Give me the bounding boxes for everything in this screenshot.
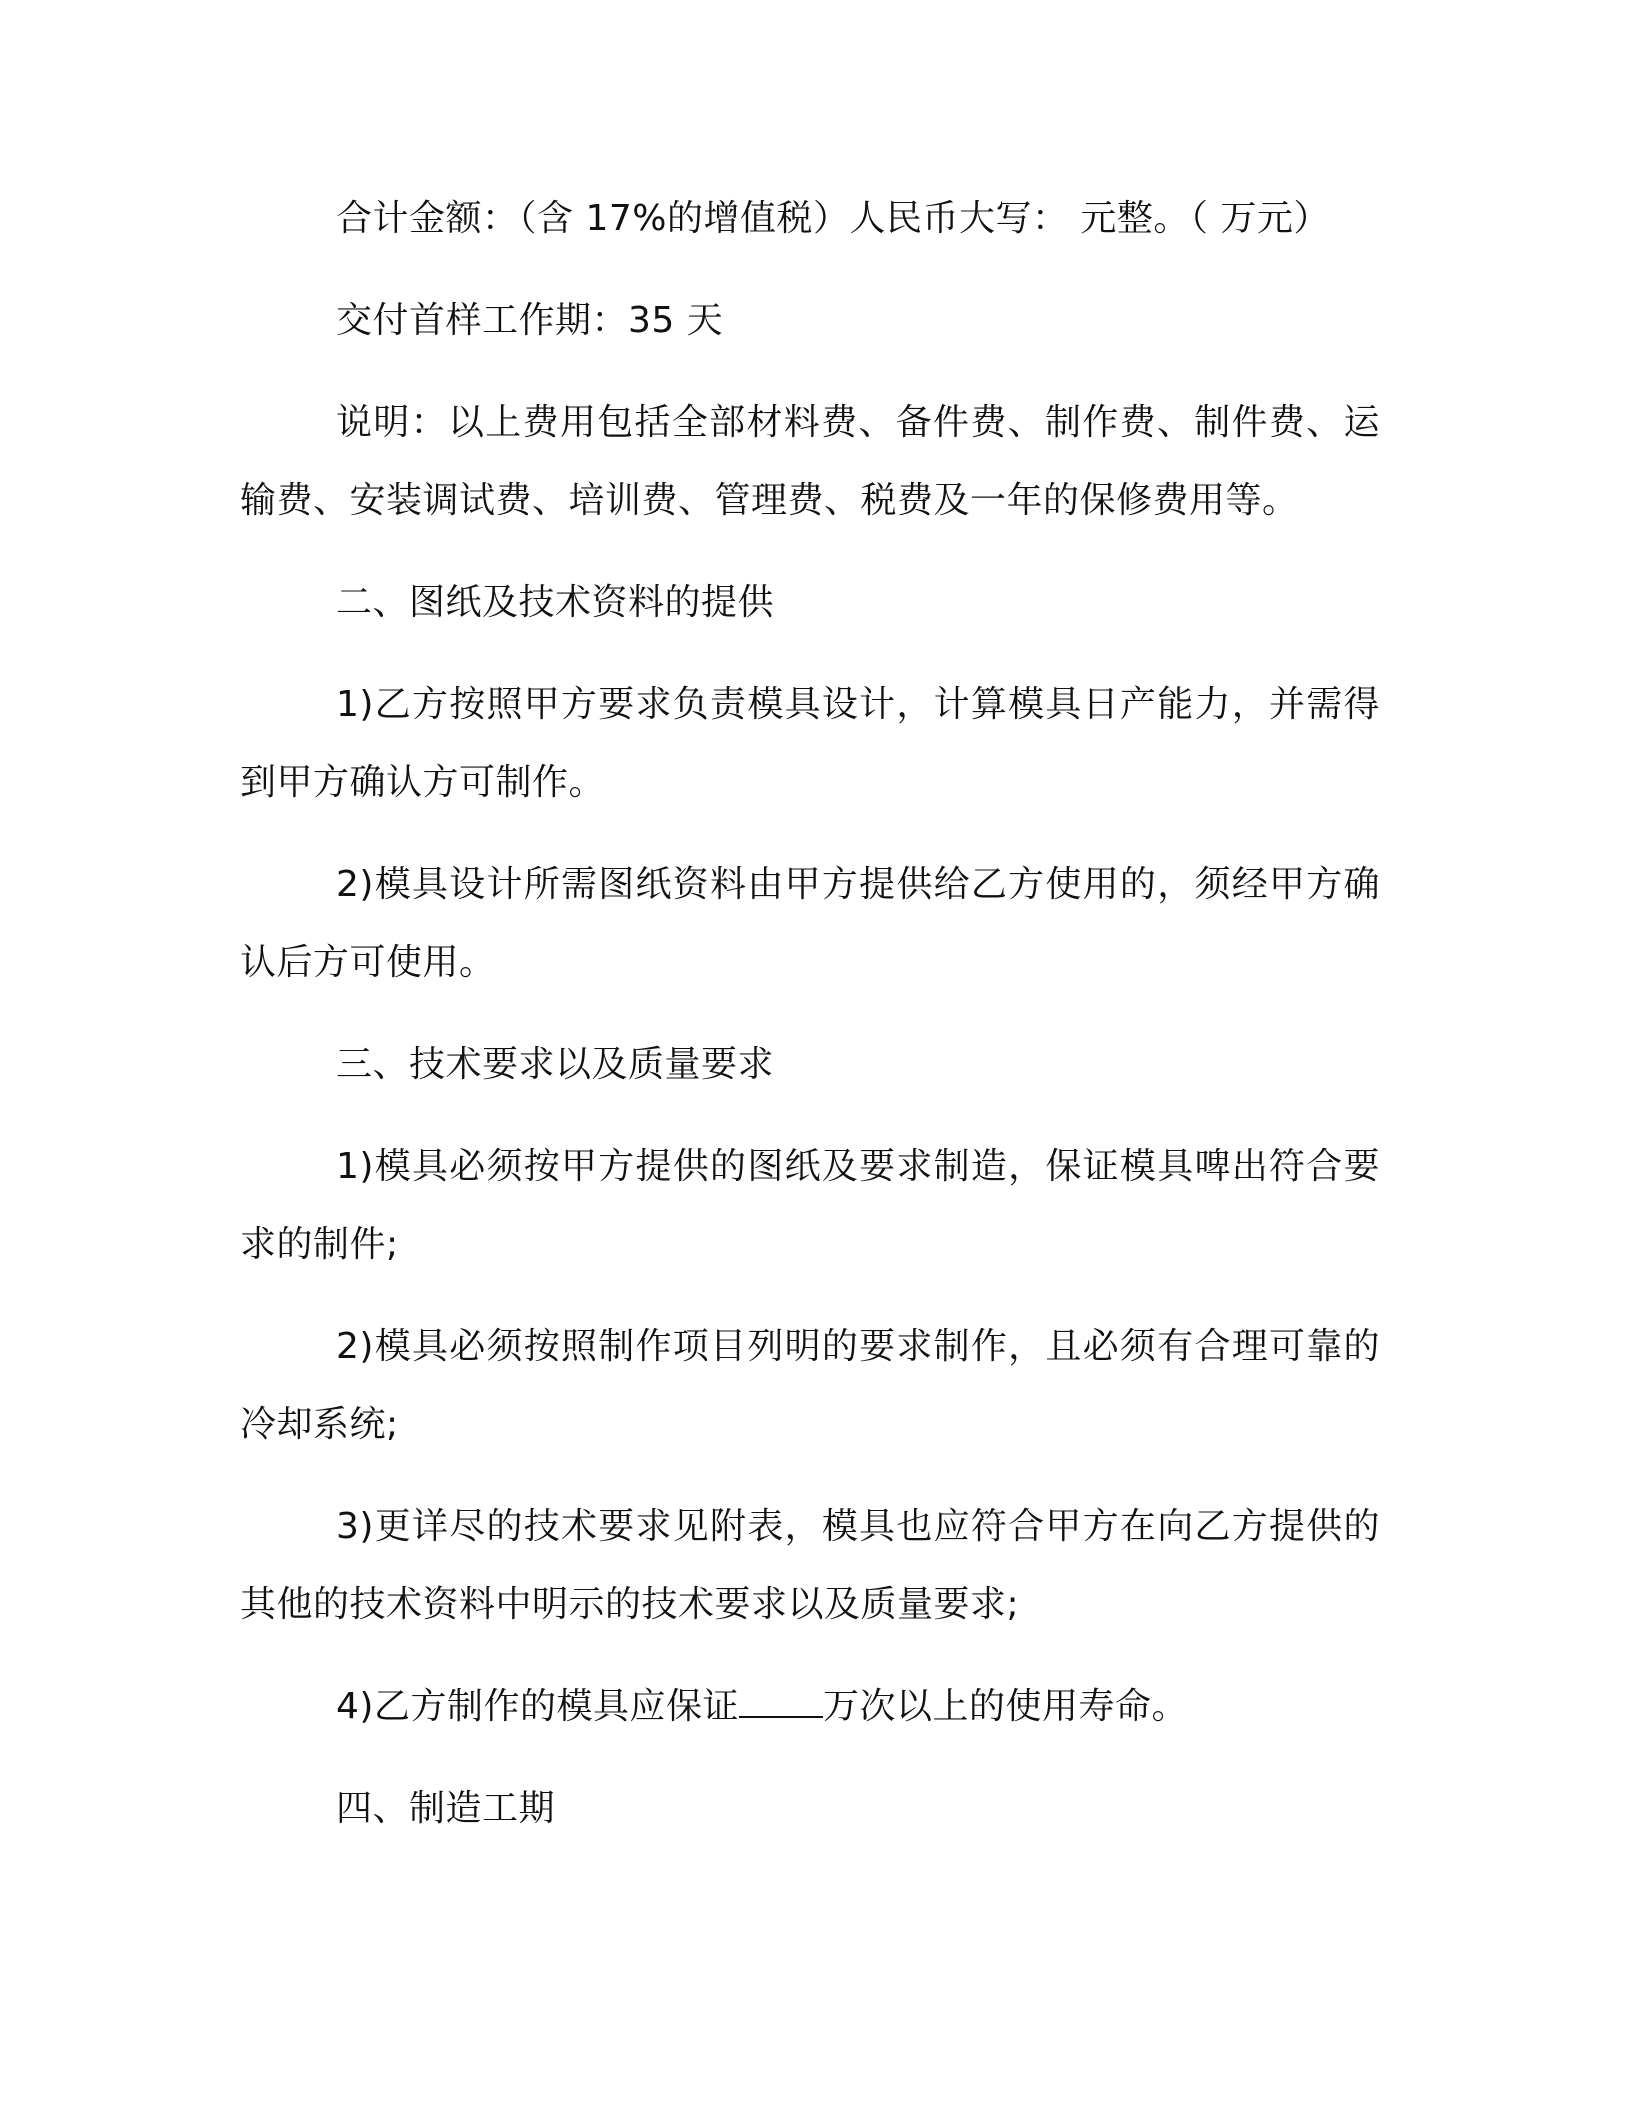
section-heading-schedule: 四、制造工期 — [336, 1788, 556, 1829]
section-heading-quality: 三、技术要求以及质量要求 — [336, 1044, 775, 1085]
fill-in-blank — [739, 1686, 823, 1718]
clause-3-2: 2)模具必须按照制作项目列明的要求制作，且必须有合理可靠的冷却系统; — [240, 1326, 1380, 1445]
clause-2-1: 1)乙方按照甲方要求负责模具设计，计算模具日产能力，并需得到甲方确认方可制作。 — [240, 684, 1380, 803]
clause-3-3: 3)更详尽的技术要求见附表，模具也应符合甲方在向乙方提供的其他的技术资料中明示的技术要求以及质量要求; — [240, 1506, 1380, 1625]
document-page — [240, 180, 1380, 1848]
clause-3-4 — [240, 1668, 1380, 1746]
clause-2-2: 2)模具设计所需图纸资料由甲方提供给乙方使用的，须经甲方确认后方可使用。 — [240, 864, 1380, 983]
cost-note-paragraph: 说明：以上费用包括全部材料费、备件费、制作费、制件费、运输费、安装调试费、培训费、管理费、税费及一年的保修费用等。 — [240, 402, 1380, 521]
clause-3-4-text-after: 万次以上的使用寿命。 — [822, 1686, 1188, 1727]
delivery-period-line: 交付首样工作期：35 天 — [336, 300, 724, 341]
total-amount-line: 合计金额：（含 17%的增值税）人民币大写： 元整。（ 万元） — [336, 198, 1330, 239]
clause-3-1: 1)模具必须按甲方提供的图纸及要求制造，保证模具啤出符合要求的制件; — [240, 1146, 1380, 1265]
section-heading-drawings: 二、图纸及技术资料的提供 — [336, 582, 775, 623]
clause-3-4-text-before: 4)乙方制作的模具应保证 — [336, 1686, 739, 1727]
